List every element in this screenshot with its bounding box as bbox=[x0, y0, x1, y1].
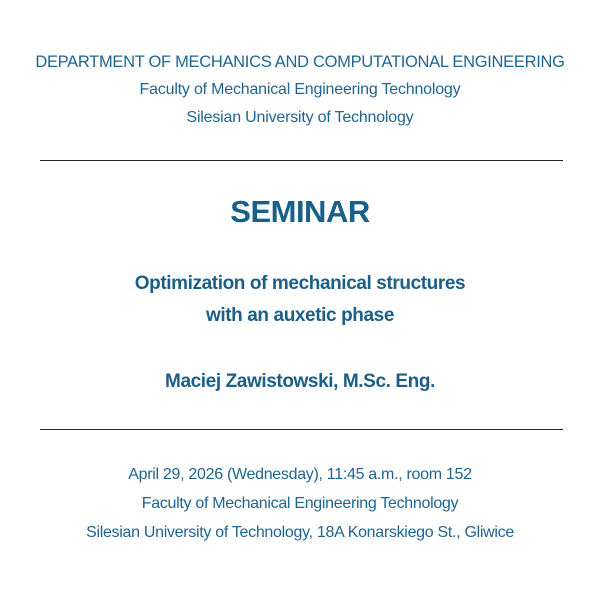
department-name: DEPARTMENT OF MECHANICS AND COMPUTATIONAL ENGINEERING bbox=[35, 53, 565, 71]
event-type-heading: SEMINAR bbox=[230, 194, 370, 229]
date-time-room: April 29, 2026 (Wednesday), 11:45 a.m., room 152 bbox=[128, 466, 472, 483]
bottom-divider bbox=[40, 429, 563, 430]
details-block bbox=[0, 460, 600, 547]
details-address: Silesian University of Technology, 18A Konarskiego St., Gliwice bbox=[86, 524, 514, 541]
speaker-name: Maciej Zawistowski, M.Sc. Eng. bbox=[165, 371, 435, 392]
top-divider bbox=[40, 160, 563, 161]
university-name: Silesian University of Technology bbox=[186, 109, 414, 126]
seminar-title-line-2: with an auxetic phase bbox=[206, 305, 394, 326]
header-block bbox=[0, 48, 600, 132]
faculty-name: Faculty of Mechanical Engineering Technology bbox=[139, 81, 461, 98]
seminar-title bbox=[0, 268, 600, 332]
details-faculty: Faculty of Mechanical Engineering Technology bbox=[141, 495, 459, 512]
seminar-title-line-1: Optimization of mechanical structures bbox=[134, 273, 466, 294]
